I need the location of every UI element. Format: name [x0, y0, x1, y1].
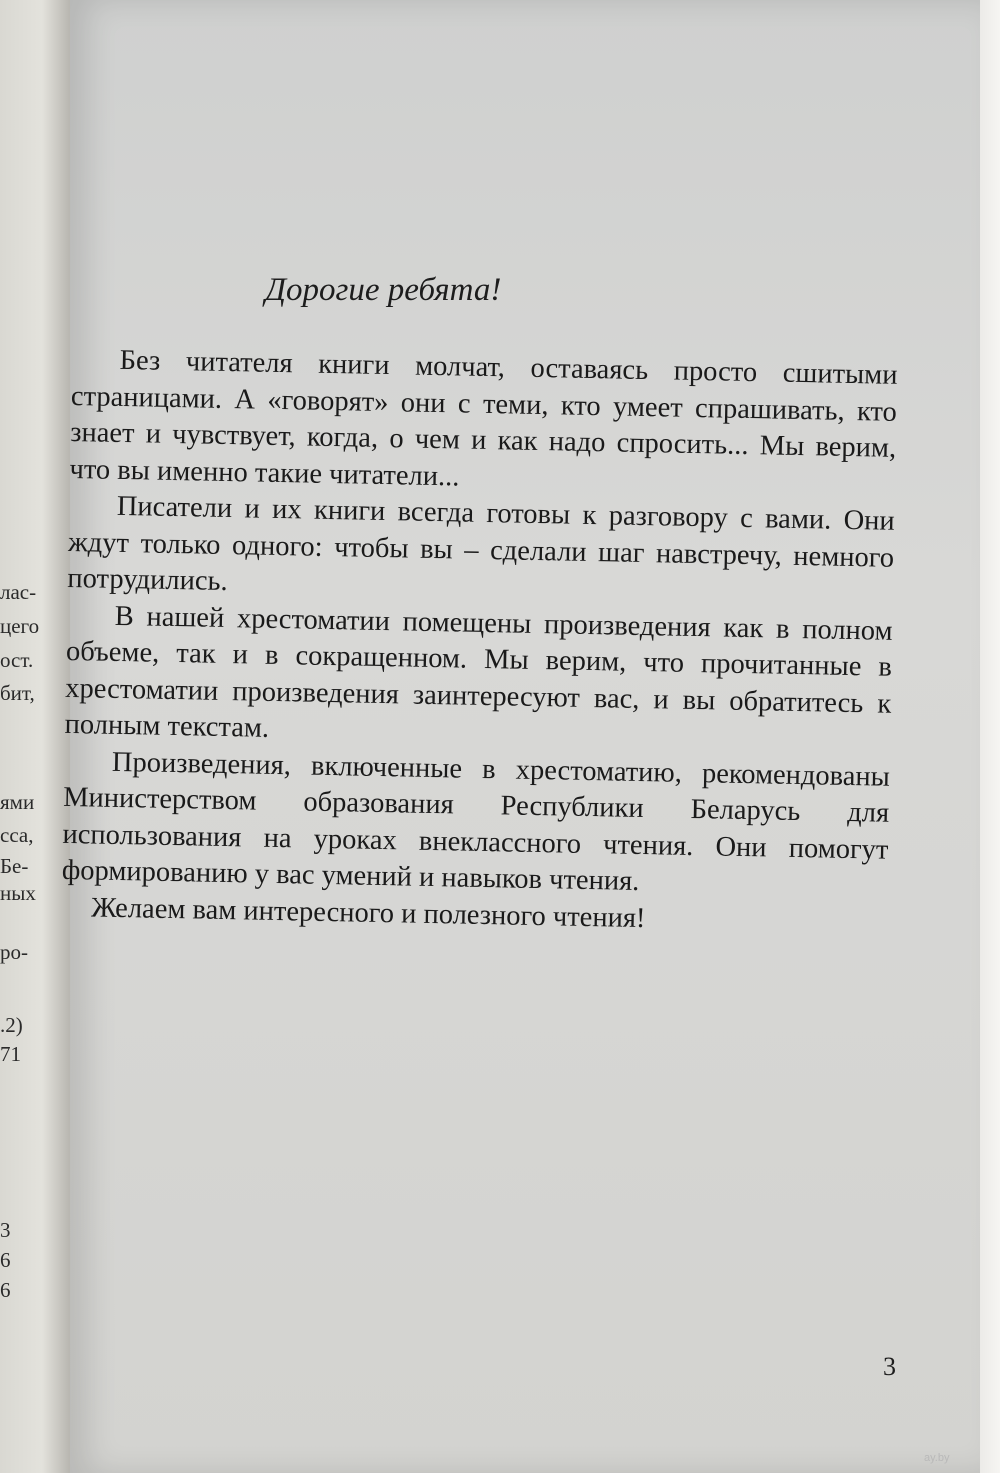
- margin-fragment: ост.: [0, 648, 34, 672]
- margin-fragment: Бе-: [0, 854, 29, 878]
- margin-fragment: 3: [0, 1218, 11, 1242]
- page-number: 3: [883, 1352, 896, 1381]
- margin-fragment: бит,: [0, 681, 35, 705]
- margin-fragment: 71: [0, 1042, 21, 1066]
- paragraph: Произведения, включенные в хрестоматию, рекомендованы Министерством образования Республики Беларусь для использования на уроках внеклассного чтения. Они помогут формированию у вас умений и навыков чтения.: [61, 746, 891, 897]
- closing-line: Желаем вам интересного и полезного чтения!: [90, 891, 646, 934]
- paragraph: Без читателя книги молчат, оставаясь просто сшитыми страницами. А «говорят» они с теми, кто умеет спрашивать, кто знает и чувствует, когда, о чем и как надо спросить... Мы верим, что вы именно такие читатели...: [69, 344, 898, 492]
- body-text: [61, 342, 898, 942]
- margin-fragment: цего: [0, 614, 40, 638]
- margin-fragment: лас-: [0, 580, 37, 604]
- paragraph: В нашей хрестоматии помещены произведения как в полном объеме, так и в сокращенном. Мы верим, что прочитанные в хрестоматии произведения заинтересуют вас, и вы обратитесь к полным текстам.: [64, 600, 893, 744]
- page-heading: Дорогие ребята!: [265, 272, 502, 308]
- margin-fragment: .2): [0, 1013, 23, 1037]
- margin-fragment: 6: [0, 1278, 11, 1302]
- margin-fragment: 6: [0, 1248, 11, 1272]
- margin-fragment: ных: [0, 881, 36, 905]
- facing-page-edge: [0, 0, 70, 1473]
- margin-fragment: ями: [0, 790, 35, 814]
- page-edge: [980, 0, 1000, 1473]
- watermark: ay.by: [924, 1452, 950, 1464]
- margin-fragment: сса,: [0, 823, 34, 847]
- margin-fragment: ро-: [0, 940, 28, 964]
- paragraph: Писатели и их книги всегда готовы к разговору с вами. Они ждут только одного: чтобы вы – сделали шаг навстречу, немного потрудились.: [67, 490, 896, 598]
